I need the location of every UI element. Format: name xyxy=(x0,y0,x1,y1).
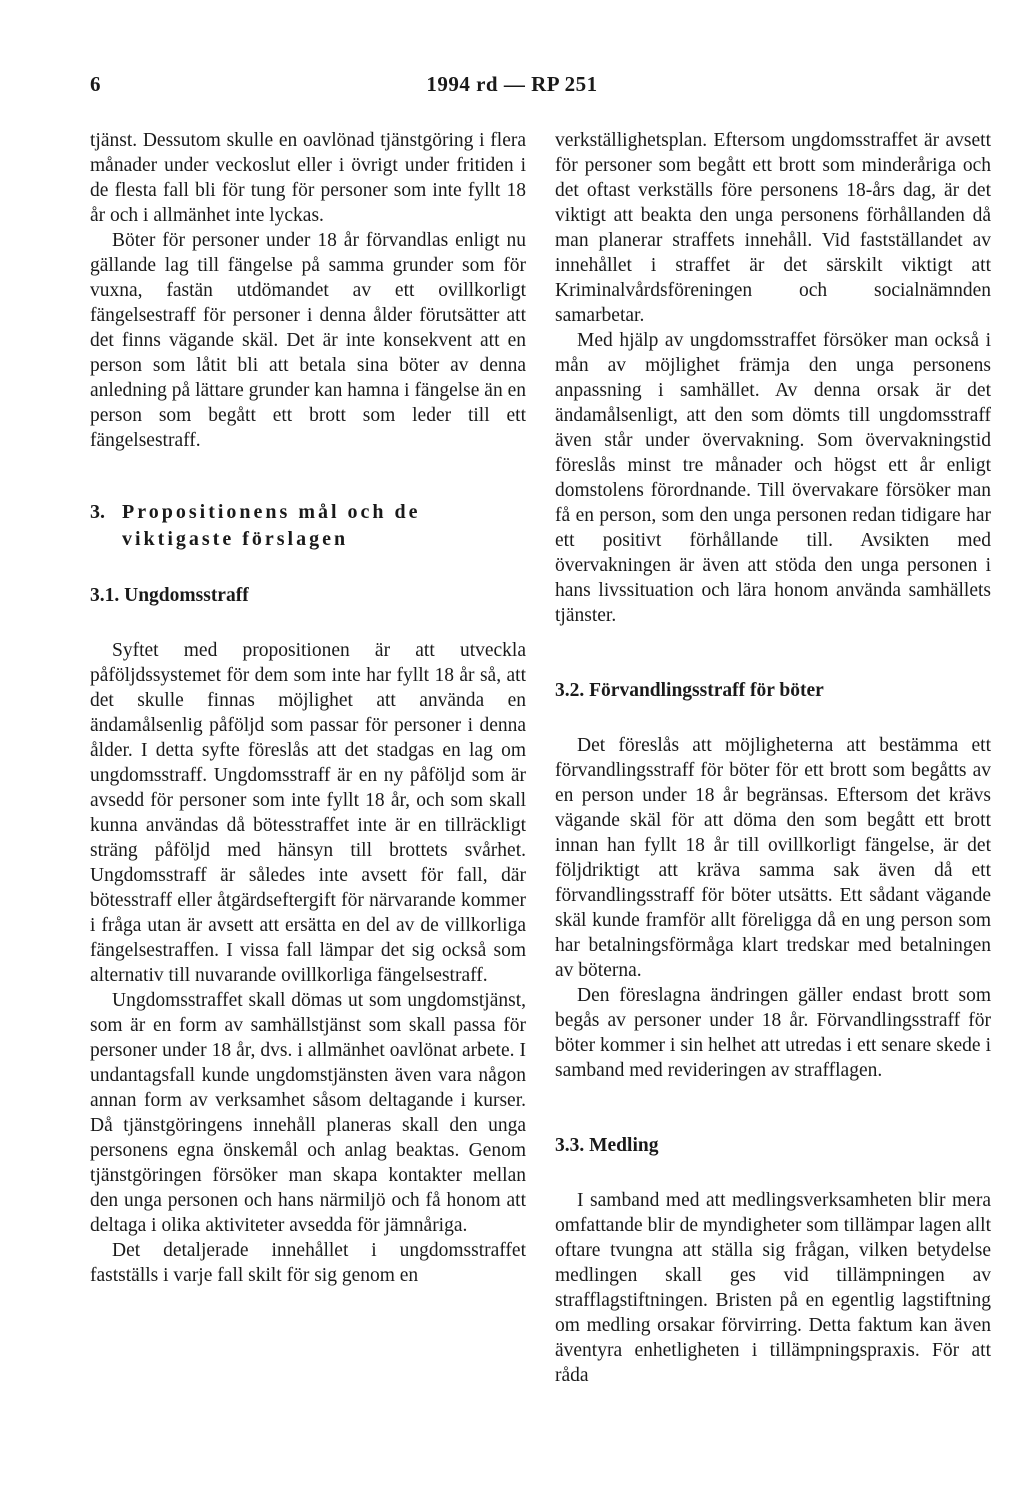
paragraph: Ungdomsstraffet skall dömas ut som ungdomstjänst, som är en form av samhällstjänst som skall passa för personer under 18 år, dvs. i allmänhet oavlönat arbete. I undantagsfall kunde ungdomstjänsten även vara någon annan form av verksamhet såsom deltagande i kurser. Då tjänstgöringens innehåll planeras skall den unga personens egna önskemål och anlag beaktas. Genom tjänstgöringen försöker man skapa kontakter mellan den unga personen och hans närmiljö och få honom att deltaga i olika aktiviteter avsedda för jämnåriga. xyxy=(90,990,526,1236)
section-title: Propositionens mål och de viktigaste förslagen xyxy=(122,501,421,550)
subsection-heading: 3.1. Ungdomsstraff xyxy=(90,585,249,606)
page-number: 6 xyxy=(90,72,101,96)
paragraph: Böter för personer under 18 år förvandlas enligt nu gällande lag till fängelse på samma grunder som för vuxna, fastän utdömandet av ett ovillkorligt fängelsestraff för personer i denna ålder förutsätter att det finns vägande skäl. Det är inte konsekvent att en person som låtit bli att betala sina böter av denna anledning på lättare grunder kan hamna i fängelse än en person som begått ett brott som leder till ett fängelsestraff. xyxy=(90,230,526,451)
paragraph: Med hjälp av ungdomsstraffet försöker man också i mån av möjlighet främja den unga personens anpassning i samhället. Av denna orsak är det ändamålsenligt, att den som dömts till ungdomsstraff även står under övervakning. Som övervakningstid föreslås minst tre månader och högst ett år enligt domstolens förordnande. Till övervakare försöker man få en person, som den unga personen redan tidigare har ett positivt förhållande till. Avsikten med övervakningen är även att stöda den unga personen i hans livssituation och lära honom använda samhällets tjänster. xyxy=(555,330,991,626)
running-head: 1994 rd — RP 251 xyxy=(426,72,598,96)
paragraph: Det detaljerade innehållet i ungdomsstraffet fastställs i varje fall skilt för sig genom en xyxy=(90,1240,526,1286)
paragraph: I samband med att medlingsverksamheten blir mera omfattande blir de myndigheter som tillämpar lagen allt oftare tvungna att ställa sig frågan, vilken betydelse medlingen skall ges vid tillämpningen av strafflagstiftningen. Bristen på en egentlig lagstiftning om medling orsakar förvirring. Detta faktum kan även äventyra enhetligheten i tillämpningspraxis. För att råda xyxy=(555,1190,991,1386)
subsection-heading: 3.2. Förvandlingsstraff för böter xyxy=(555,680,824,701)
subsection-heading: 3.3. Medling xyxy=(555,1135,659,1156)
paragraph: Syftet med propositionen är att utveckla påföljdssystemet för dem som inte har fyllt 18 år så, att det skulle finnas möjlighet att använda en ändamålsenlig påföljd som passar för personer i denna ålder. I detta syfte föreslås att det stadgas en lag om ungdomsstraff. Ungdomsstraff är en ny påföljd som är avsedd för personer som inte fyllt 18 år, och som skall kunna användas då bötesstraffet inte är en tillräckligt sträng påföljd med hänsyn till brottets svårhet. Ungdomsstraff är således inte avsett för fall, där bötesstraff eller åtgärdseftergift för närvarande kommer i fråga utan är avsett att ersätta en del av de villkorliga fängelsestraffen. I vissa fall lämpar det sig också som alternativ till nuvarande ovillkorliga fängelsestraff. xyxy=(90,640,526,986)
section-number: 3. xyxy=(90,501,105,523)
left-column xyxy=(90,128,526,1288)
paragraph: verkställighetsplan. Eftersom ungdomsstraffet är avsett för personer som begått ett brott som minderåriga och det oftast verkställs före personens 18-års dag, är det viktigt att beakta den unga personens förhållanden då man planerar straffets innehåll. Vid fastställandet av innehållet i straffet är det särskilt viktigt att Kriminalvårdsföreningen och socialnämnden samarbetar. xyxy=(555,130,991,326)
page-header xyxy=(0,72,1024,102)
right-column xyxy=(555,128,991,1388)
paragraph: tjänst. Dessutom skulle en oavlönad tjänstgöring i flera månader under veckoslut eller i övrigt under fritiden i de flesta fall bli för tung för personer som inte fyllt 18 år och i allmänhet inte lyckas. xyxy=(90,130,526,226)
paragraph: Det föreslås att möjligheterna att bestämma ett förvandlingsstraff för böter för ett brott som begåtts av en person under 18 år begränsas. Eftersom det krävs vägande skäl för att döma den som begått ett brott innan han fyllt 18 år till ovillkorligt fängelse, är det följdriktigt att kräva samma sak även då ett förvandlingsstraff för böter utsätts. Ett sådant vägande skäl kunde framför allt föreligga då en ung person som har betalningsförmåga klart tredskar med betalningen av böterna. xyxy=(555,735,991,981)
paragraph: Den föreslagna ändringen gäller endast brott som begås av personer under 18 år. Förvandlingsstraff för böter kommer i sin helhet att utredas i ett senare skede i samband med revideringen av strafflagen. xyxy=(555,985,991,1081)
section-heading xyxy=(90,499,526,553)
